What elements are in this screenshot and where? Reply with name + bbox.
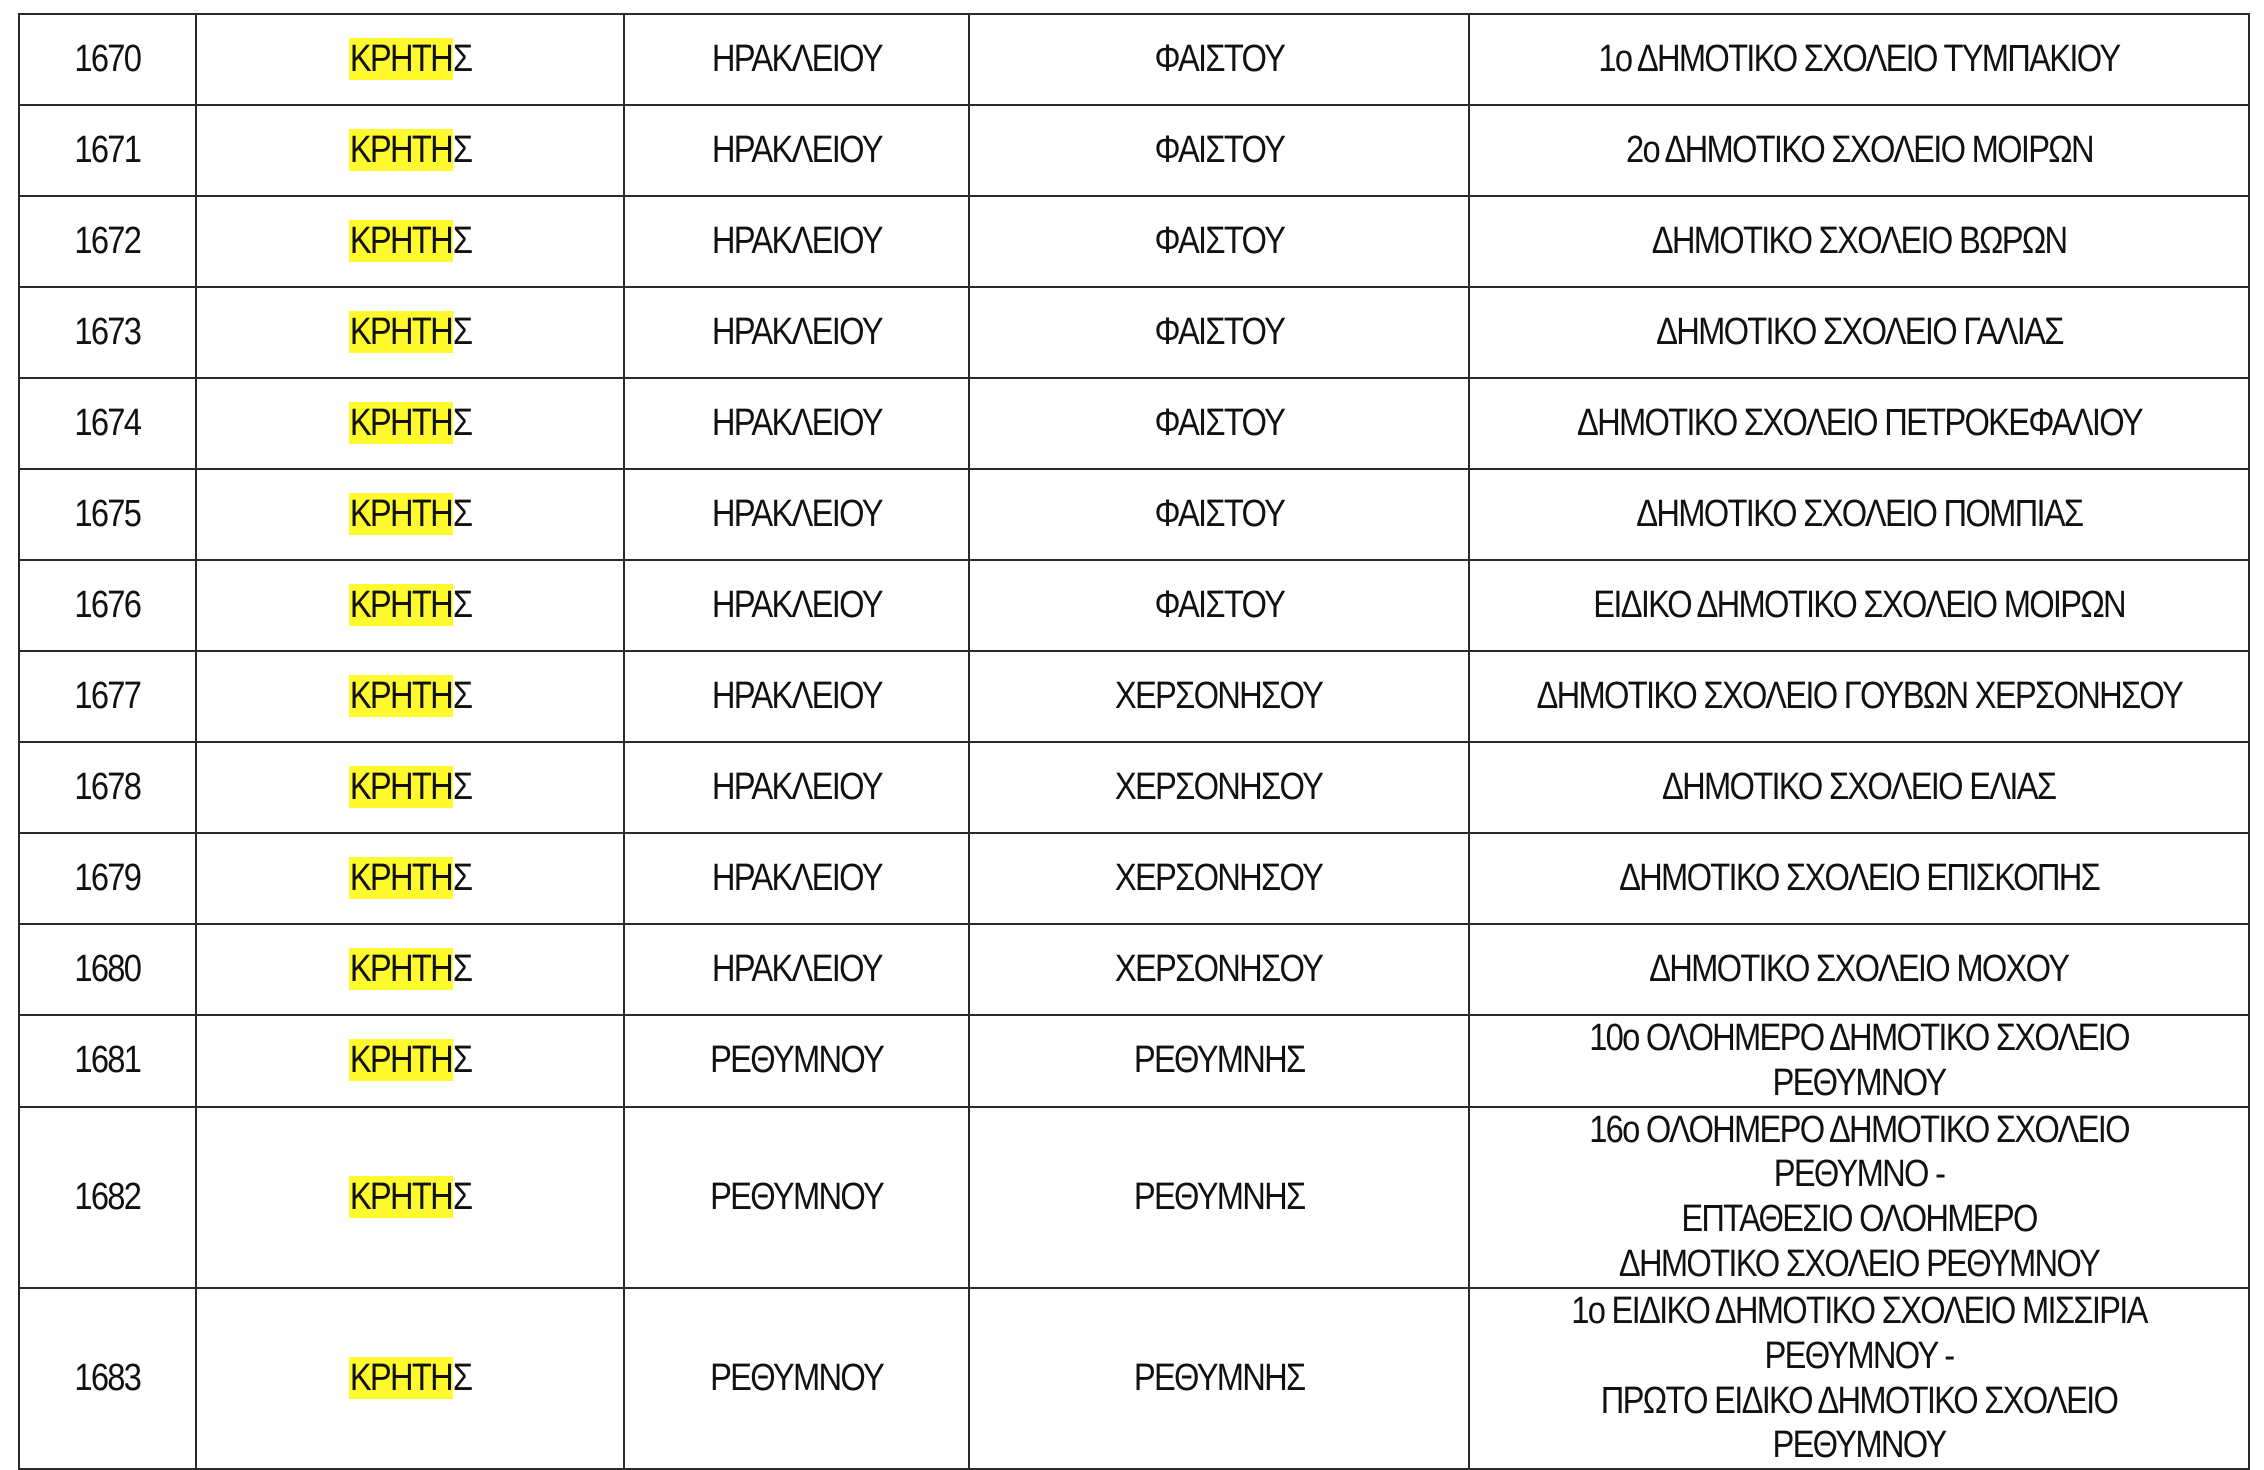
prefecture-name: ΗΡΑΚΛΕΙΟΥ xyxy=(711,129,882,172)
region-suffix: Σ xyxy=(452,129,472,172)
table-row xyxy=(19,742,2249,833)
prefecture-cell xyxy=(624,833,969,924)
school-name: ΔΗΜΟΤΙΚΟ ΣΧΟΛΕΙΟ ΓΑΛΙΑΣ xyxy=(1655,311,2063,354)
row-id-cell xyxy=(19,196,196,287)
row-id: 1671 xyxy=(74,129,141,172)
municipality-cell xyxy=(969,651,1469,742)
school-cell xyxy=(1469,14,2249,105)
school-name: 16ο ΟΛΟΗΜΕΡΟ ΔΗΜΟΤΙΚΟ ΣΧΟΛΕΙΟ ΡΕΘΥΜΝΟ - ΕΠΤΑΘΕΣΙΟ ΟΛΟΗΜΕΡΟ ΔΗΜΟΤΙΚΟ ΣΧΟΛΕΙΟ ΡΕΘΥΜΝΟΥ xyxy=(1589,1108,2129,1286)
school-name: ΔΗΜΟΤΙΚΟ ΣΧΟΛΕΙΟ ΒΩΡΩΝ xyxy=(1651,220,2067,263)
region-highlight: ΚΡΗΤΗ xyxy=(349,129,452,172)
municipality-cell xyxy=(969,560,1469,651)
school-name: ΔΗΜΟΤΙΚΟ ΣΧΟΛΕΙΟ ΠΟΜΠΙΑΣ xyxy=(1635,493,2083,536)
table-row xyxy=(19,469,2249,560)
school-cell xyxy=(1469,742,2249,833)
table-row xyxy=(19,924,2249,1015)
region-highlight: ΚΡΗΤΗ xyxy=(349,493,452,536)
school-name: ΕΙΔΙΚΟ ΔΗΜΟΤΙΚΟ ΣΧΟΛΕΙΟ ΜΟΙΡΩΝ xyxy=(1593,584,2125,627)
table-row xyxy=(19,651,2249,742)
municipality-name: ΧΕΡΣΟΝΗΣΟΥ xyxy=(1115,948,1323,991)
prefecture-name: ΡΕΘΥΜΝΟΥ xyxy=(710,1175,883,1218)
school-list-sheet xyxy=(18,13,2248,1470)
schools-table xyxy=(18,13,2250,1470)
region-highlight: ΚΡΗΤΗ xyxy=(349,1175,452,1218)
region-suffix: Σ xyxy=(452,766,472,809)
prefecture-name: ΗΡΑΚΛΕΙΟΥ xyxy=(711,38,882,81)
municipality-cell xyxy=(969,105,1469,196)
row-id-cell xyxy=(19,105,196,196)
region-highlight: ΚΡΗΤΗ xyxy=(349,766,452,809)
school-cell xyxy=(1469,833,2249,924)
prefecture-cell xyxy=(624,560,969,651)
schools-table-body xyxy=(19,14,2249,1469)
prefecture-cell xyxy=(624,14,969,105)
school-name: 1ο ΔΗΜΟΤΙΚΟ ΣΧΟΛΕΙΟ ΤΥΜΠΑΚΙΟΥ xyxy=(1598,38,2120,81)
region-suffix: Σ xyxy=(452,311,472,354)
region-cell xyxy=(196,378,624,469)
prefecture-cell xyxy=(624,1107,969,1288)
municipality-cell xyxy=(969,924,1469,1015)
region-suffix: Σ xyxy=(452,584,472,627)
table-row xyxy=(19,560,2249,651)
row-id: 1683 xyxy=(74,1357,141,1400)
municipality-name: ΦΑΙΣΤΟΥ xyxy=(1154,493,1284,536)
prefecture-name: ΗΡΑΚΛΕΙΟΥ xyxy=(711,675,882,718)
region-suffix: Σ xyxy=(452,948,472,991)
region-highlight: ΚΡΗΤΗ xyxy=(349,311,452,354)
row-id-cell xyxy=(19,287,196,378)
region-suffix: Σ xyxy=(452,38,472,81)
school-cell xyxy=(1469,469,2249,560)
region-highlight: ΚΡΗΤΗ xyxy=(349,38,452,81)
row-id-cell xyxy=(19,469,196,560)
row-id-cell xyxy=(19,1288,196,1469)
region-suffix: Σ xyxy=(452,220,472,263)
municipality-name: ΧΕΡΣΟΝΗΣΟΥ xyxy=(1115,857,1323,900)
table-row xyxy=(19,1015,2249,1107)
municipality-name: ΧΕΡΣΟΝΗΣΟΥ xyxy=(1115,766,1323,809)
row-id: 1678 xyxy=(74,766,141,809)
prefecture-name: ΗΡΑΚΛΕΙΟΥ xyxy=(711,857,882,900)
region-suffix: Σ xyxy=(452,675,472,718)
region-cell xyxy=(196,287,624,378)
municipality-name: ΦΑΙΣΤΟΥ xyxy=(1154,311,1284,354)
school-cell xyxy=(1469,924,2249,1015)
municipality-cell xyxy=(969,1288,1469,1469)
school-name: ΔΗΜΟΤΙΚΟ ΣΧΟΛΕΙΟ ΠΕΤΡΟΚΕΦΑΛΙΟΥ xyxy=(1576,402,2142,445)
region-suffix: Σ xyxy=(452,1357,472,1400)
school-cell xyxy=(1469,651,2249,742)
prefecture-name: ΗΡΑΚΛΕΙΟΥ xyxy=(711,311,882,354)
school-name: 1ο ΕΙΔΙΚΟ ΔΗΜΟΤΙΚΟ ΣΧΟΛΕΙΟ ΜΙΣΣΙΡΙΑ ΡΕΘΥΜΝΟΥ - ΠΡΩΤΟ ΕΙΔΙΚΟ ΔΗΜΟΤΙΚΟ ΣΧΟΛΕΙΟ ΡΕΘΥΜΝΟΥ xyxy=(1571,1289,2147,1467)
region-highlight: ΚΡΗΤΗ xyxy=(349,584,452,627)
municipality-name: ΦΑΙΣΤΟΥ xyxy=(1154,220,1284,263)
municipality-cell xyxy=(969,1107,1469,1288)
region-cell xyxy=(196,469,624,560)
region-cell xyxy=(196,14,624,105)
school-cell xyxy=(1469,1288,2249,1469)
school-cell xyxy=(1469,560,2249,651)
row-id: 1670 xyxy=(74,38,141,81)
region-highlight: ΚΡΗΤΗ xyxy=(349,1357,452,1400)
municipality-name: ΦΑΙΣΤΟΥ xyxy=(1154,584,1284,627)
region-cell xyxy=(196,560,624,651)
row-id-cell xyxy=(19,742,196,833)
prefecture-name: ΗΡΑΚΛΕΙΟΥ xyxy=(711,493,882,536)
municipality-cell xyxy=(969,378,1469,469)
school-name: ΔΗΜΟΤΙΚΟ ΣΧΟΛΕΙΟ ΕΠΙΣΚΟΠΗΣ xyxy=(1618,857,2100,900)
region-suffix: Σ xyxy=(452,1039,472,1082)
row-id: 1680 xyxy=(74,948,141,991)
school-cell xyxy=(1469,1015,2249,1107)
prefecture-name: ΗΡΑΚΛΕΙΟΥ xyxy=(711,220,882,263)
prefecture-cell xyxy=(624,378,969,469)
prefecture-cell xyxy=(624,651,969,742)
region-suffix: Σ xyxy=(452,493,472,536)
prefecture-name: ΗΡΑΚΛΕΙΟΥ xyxy=(711,948,882,991)
municipality-cell xyxy=(969,469,1469,560)
region-cell xyxy=(196,651,624,742)
row-id-cell xyxy=(19,14,196,105)
row-id-cell xyxy=(19,924,196,1015)
prefecture-cell xyxy=(624,469,969,560)
region-suffix: Σ xyxy=(452,402,472,445)
row-id-cell xyxy=(19,651,196,742)
table-row xyxy=(19,287,2249,378)
school-name: ΔΗΜΟΤΙΚΟ ΣΧΟΛΕΙΟ ΜΟΧΟΥ xyxy=(1649,948,2069,991)
prefecture-name: ΗΡΑΚΛΕΙΟΥ xyxy=(711,402,882,445)
region-cell xyxy=(196,1107,624,1288)
row-id-cell xyxy=(19,378,196,469)
municipality-name: ΦΑΙΣΤΟΥ xyxy=(1154,38,1284,81)
prefecture-cell xyxy=(624,1015,969,1107)
table-row xyxy=(19,196,2249,287)
region-cell xyxy=(196,196,624,287)
region-highlight: ΚΡΗΤΗ xyxy=(349,1039,452,1082)
table-row xyxy=(19,105,2249,196)
municipality-name: ΦΑΙΣΤΟΥ xyxy=(1154,402,1284,445)
row-id-cell xyxy=(19,1107,196,1288)
table-row xyxy=(19,1288,2249,1469)
region-highlight: ΚΡΗΤΗ xyxy=(349,220,452,263)
row-id: 1677 xyxy=(74,675,141,718)
municipality-name: ΧΕΡΣΟΝΗΣΟΥ xyxy=(1115,675,1323,718)
row-id: 1681 xyxy=(74,1039,141,1082)
region-suffix: Σ xyxy=(452,857,472,900)
prefecture-name: ΡΕΘΥΜΝΟΥ xyxy=(710,1357,883,1400)
municipality-cell xyxy=(969,287,1469,378)
table-row xyxy=(19,378,2249,469)
school-name: ΔΗΜΟΤΙΚΟ ΣΧΟΛΕΙΟ ΕΛΙΑΣ xyxy=(1662,766,2056,809)
row-id: 1672 xyxy=(74,220,141,263)
prefecture-cell xyxy=(624,924,969,1015)
municipality-name: ΡΕΘΥΜΝΗΣ xyxy=(1133,1039,1305,1082)
row-id-cell xyxy=(19,1015,196,1107)
region-cell xyxy=(196,1288,624,1469)
region-highlight: ΚΡΗΤΗ xyxy=(349,402,452,445)
region-highlight: ΚΡΗΤΗ xyxy=(349,948,452,991)
region-highlight: ΚΡΗΤΗ xyxy=(349,857,452,900)
municipality-cell xyxy=(969,14,1469,105)
municipality-cell xyxy=(969,833,1469,924)
prefecture-cell xyxy=(624,287,969,378)
municipality-name: ΡΕΘΥΜΝΗΣ xyxy=(1133,1175,1305,1218)
municipality-name: ΦΑΙΣΤΟΥ xyxy=(1154,129,1284,172)
municipality-cell xyxy=(969,196,1469,287)
school-cell xyxy=(1469,196,2249,287)
table-row xyxy=(19,14,2249,105)
prefecture-cell xyxy=(624,105,969,196)
municipality-cell xyxy=(969,1015,1469,1107)
row-id-cell xyxy=(19,560,196,651)
region-cell xyxy=(196,105,624,196)
region-cell xyxy=(196,833,624,924)
school-cell xyxy=(1469,105,2249,196)
row-id: 1679 xyxy=(74,857,141,900)
region-cell xyxy=(196,1015,624,1107)
prefecture-name: ΗΡΑΚΛΕΙΟΥ xyxy=(711,584,882,627)
row-id: 1674 xyxy=(74,402,141,445)
school-name: 10ο ΟΛΟΗΜΕΡΟ ΔΗΜΟΤΙΚΟ ΣΧΟΛΕΙΟ ΡΕΘΥΜΝΟΥ xyxy=(1589,1017,2129,1104)
municipality-cell xyxy=(969,742,1469,833)
table-row xyxy=(19,1107,2249,1288)
school-cell xyxy=(1469,1107,2249,1288)
prefecture-cell xyxy=(624,1288,969,1469)
prefecture-cell xyxy=(624,196,969,287)
region-suffix: Σ xyxy=(452,1175,472,1218)
region-cell xyxy=(196,924,624,1015)
row-id: 1676 xyxy=(74,584,141,627)
school-name: 2ο ΔΗΜΟΤΙΚΟ ΣΧΟΛΕΙΟ ΜΟΙΡΩΝ xyxy=(1625,129,2093,172)
row-id-cell xyxy=(19,833,196,924)
municipality-name: ΡΕΘΥΜΝΗΣ xyxy=(1133,1357,1305,1400)
prefecture-name: ΡΕΘΥΜΝΟΥ xyxy=(710,1039,883,1082)
prefecture-name: ΗΡΑΚΛΕΙΟΥ xyxy=(711,766,882,809)
table-row xyxy=(19,833,2249,924)
school-cell xyxy=(1469,287,2249,378)
region-highlight: ΚΡΗΤΗ xyxy=(349,675,452,718)
region-cell xyxy=(196,742,624,833)
school-name: ΔΗΜΟΤΙΚΟ ΣΧΟΛΕΙΟ ΓΟΥΒΩΝ ΧΕΡΣΟΝΗΣΟΥ xyxy=(1536,675,2182,718)
prefecture-cell xyxy=(624,742,969,833)
row-id: 1673 xyxy=(74,311,141,354)
row-id: 1675 xyxy=(74,493,141,536)
row-id: 1682 xyxy=(74,1175,141,1218)
school-cell xyxy=(1469,378,2249,469)
